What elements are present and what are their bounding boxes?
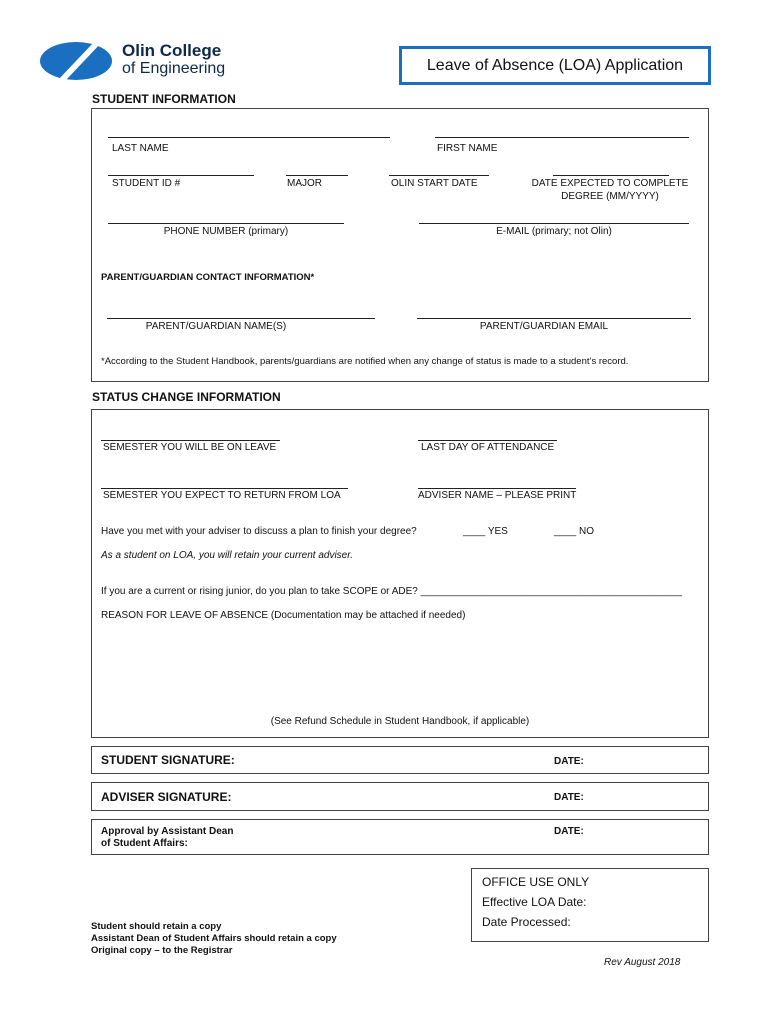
no-option[interactable]: ____ NO	[554, 526, 595, 537]
parent-email-field[interactable]	[417, 318, 691, 319]
completion-date-label-line2: DEGREE (MM/YYYY)	[561, 191, 659, 202]
student-signature-date-label: DATE:	[554, 756, 584, 767]
office-use-title: OFFICE USE ONLY	[482, 875, 590, 889]
phone-label: PHONE NUMBER (primary)	[163, 226, 289, 237]
adviser-question: Have you met with your adviser to discuss a plan to finish your degree?	[101, 526, 417, 537]
parent-name-label: PARENT/GUARDIAN NAME(S)	[145, 321, 287, 332]
student-info-box	[91, 108, 709, 382]
copy-instruction-student: Student should retain a copy	[91, 921, 222, 932]
completion-date-label-line1: DATE EXPECTED TO COMPLETE	[531, 178, 689, 189]
adviser-name-label: ADVISER NAME – PLEASE PRINT	[418, 490, 577, 501]
first-name-field[interactable]	[435, 137, 689, 138]
refund-note: (See Refund Schedule in Student Handbook, if applicable)	[270, 716, 530, 727]
effective-date-label: Effective LOA Date:	[482, 895, 587, 909]
email-field[interactable]	[419, 223, 689, 224]
completion-date-label	[520, 178, 700, 202]
copy-instruction-registrar: Original copy – to the Registrar	[91, 945, 233, 956]
last-name-field[interactable]	[108, 137, 390, 138]
parent-footnote: *According to the Student Handbook, parents/guardians are notified when any change of status is made to a student’s record.	[101, 356, 629, 367]
parent-name-field[interactable]	[107, 318, 375, 319]
revision-date: Rev August 2018	[604, 957, 681, 968]
logo-name: Olin College	[122, 41, 222, 60]
start-date-label: OLIN START DATE	[391, 178, 478, 189]
major-field[interactable]	[286, 175, 348, 176]
adviser-signature-date-label: DATE:	[554, 792, 584, 803]
semester-return-field[interactable]	[101, 488, 348, 489]
logo-subname: of Engineering	[122, 60, 226, 77]
scope-question[interactable]: If you are a current or rising junior, do you plan to take SCOPE or ADE? _______________________________________________	[101, 586, 683, 597]
status-change-heading: STATUS CHANGE INFORMATION	[92, 390, 281, 404]
semester-return-label: SEMESTER YOU EXPECT TO RETURN FROM LOA	[103, 490, 341, 501]
dean-approval-label-line1: Approval by Assistant Dean	[101, 826, 234, 837]
adviser-note: As a student on LOA, you will retain your current adviser.	[101, 550, 353, 561]
date-processed-label: Date Processed:	[482, 915, 571, 929]
start-date-field[interactable]	[389, 175, 489, 176]
major-label: MAJOR	[287, 178, 322, 189]
last-name-label: LAST NAME	[112, 143, 169, 154]
dean-approval-date-label: DATE:	[554, 826, 584, 837]
semester-leave-label: SEMESTER YOU WILL BE ON LEAVE	[103, 442, 277, 453]
college-logo	[38, 40, 238, 84]
dean-approval-label	[101, 826, 233, 849]
student-id-field[interactable]	[108, 175, 254, 176]
first-name-label: FIRST NAME	[437, 143, 498, 154]
parent-heading: PARENT/GUARDIAN CONTACT INFORMATION*	[101, 272, 315, 283]
logo-swoosh-icon	[38, 40, 114, 82]
email-label: E-MAIL (primary; not Olin)	[496, 226, 612, 237]
phone-field[interactable]	[108, 223, 344, 224]
yes-option[interactable]: ____ YES	[463, 526, 508, 537]
student-info-heading: STUDENT INFORMATION	[92, 92, 236, 106]
form-title: Leave of Absence (LOA) Application	[426, 57, 684, 74]
student-id-label: STUDENT ID #	[112, 178, 181, 189]
student-signature-label: STUDENT SIGNATURE:	[101, 753, 235, 767]
parent-email-label: PARENT/GUARDIAN EMAIL	[479, 321, 609, 332]
last-day-field[interactable]	[418, 440, 557, 441]
copy-instruction-dean: Assistant Dean of Student Affairs should retain a copy	[91, 933, 337, 944]
adviser-name-field[interactable]	[418, 488, 576, 489]
semester-leave-field[interactable]	[101, 440, 280, 441]
dean-approval-label-line2: of Student Affairs:	[101, 838, 188, 849]
adviser-signature-label: ADVISER SIGNATURE:	[101, 790, 232, 804]
reason-field[interactable]	[101, 626, 697, 710]
reason-label: REASON FOR LEAVE OF ABSENCE (Documentation may be attached if needed)	[101, 610, 466, 621]
last-day-label: LAST DAY OF ATTENDANCE	[421, 442, 555, 453]
completion-date-field[interactable]	[553, 175, 669, 176]
form-title-box	[399, 46, 711, 85]
